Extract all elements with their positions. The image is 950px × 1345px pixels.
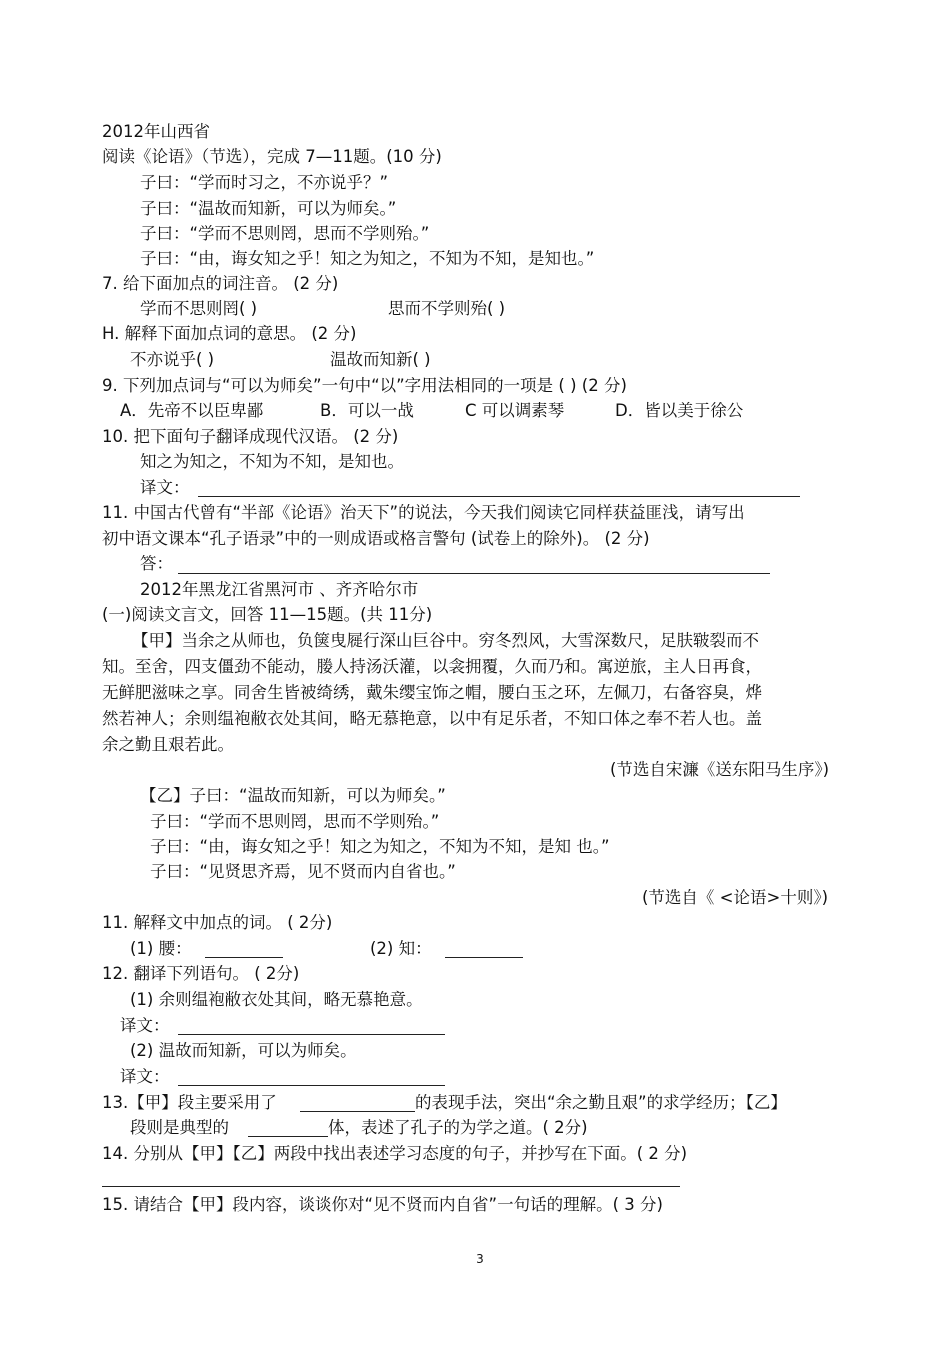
passage-source: (节选自宋濂《送东阳马生序》) — [610, 760, 830, 779]
answer-line[interactable] — [300, 1111, 415, 1112]
q7-item-a: 学而不思则罔( ) — [140, 299, 258, 318]
section-intro: (一)阅读文言文，回答 11—15题。(共 11分) — [102, 605, 433, 624]
passage-line: 子曰：“学而不思则罔，思而不学则殆。” — [150, 812, 440, 831]
q8-item-a: 不亦说乎( ) — [130, 350, 215, 369]
passage-line: 子曰：“见贤思齐焉，见不贤而内自省也。” — [150, 862, 456, 881]
answer-line[interactable] — [178, 1034, 445, 1035]
section-title: 2012年黑龙江省黑河市 、齐齐哈尔市 — [140, 580, 419, 599]
question-14: 14. 分别从【甲】【乙】两段中找出表述学习态度的句子，并抄写在下面。( 2 分) — [102, 1144, 688, 1163]
question-11-cont: 初中语文课本“孔子语录”中的一则成语或格言警句 (试卷上的除外)。 (2 分) — [102, 529, 650, 548]
answer-line[interactable] — [248, 1136, 328, 1137]
question-13-cont: 段则是典型的 — [130, 1118, 229, 1137]
answer-line[interactable] — [205, 957, 283, 958]
section-intro: 阅读《论语》（节选），完成 7—11题。(10 分) — [102, 147, 442, 166]
passage-source: (节选自《 <论语>十则》) — [642, 888, 829, 907]
question-11b: 11. 解释文中加点的词。 ( 2分) — [102, 913, 333, 932]
passage-line: 然若神人；余则缊袍敝衣处其间，略无慕艳意，以中有足乐者，不知口体之奉不若人也。盖 — [102, 709, 762, 728]
passage-line: 【甲】当余之从师也，负箧曳屣行深山巨谷中。穷冬烈风，大雪深数尺，足肤皲裂而不 — [132, 631, 759, 650]
passage-line: 知。至舍，四支僵劲不能动，媵人持汤沃灌，以衾拥覆，久而乃和。寓逆旅，主人日再食， — [102, 657, 762, 676]
q12-sentence-1: (1) 余则缊袍敝衣处其间，略无慕艳意。 — [130, 990, 423, 1009]
answer-line[interactable] — [178, 1085, 445, 1086]
answer-label: 译文： — [120, 1016, 170, 1035]
q9-option-a: A．先帝不以臣卑鄙 — [120, 401, 264, 420]
passage-line: 无鲜肥滋味之享。同舍生皆被绮绣，戴朱缨宝饰之帽，腰白玉之环，左佩刀，右备容臭，烨 — [102, 683, 762, 702]
question-10: 10. 把下面句子翻译成现代汉语。 (2 分) — [102, 427, 399, 446]
answer-line[interactable] — [178, 573, 770, 574]
passage-line: 【乙】子曰：“温故而知新，可以为师矣。” — [140, 786, 446, 805]
question-13-text: 的表现手法，突出“余之勤且艰”的求学经历；【乙】 — [415, 1093, 787, 1112]
q11b-item-a: (1) 腰： — [130, 939, 192, 958]
q12-sentence-2: (2) 温故而知新，可以为师矣。 — [130, 1041, 357, 1060]
question-12: 12. 翻译下列语句。 ( 2分) — [102, 964, 300, 983]
quote-line: 子曰：“由，诲女知之乎！知之为知之，不知为不知，是知也。” — [140, 249, 595, 268]
question-13-text: 体，表述了孔子的为学之道。( 2分) — [328, 1118, 588, 1137]
q7-item-b: 思而不学则殆( ) — [388, 299, 506, 318]
answer-label: 译文： — [120, 1067, 170, 1086]
page-number: 3 — [476, 1252, 484, 1266]
q9-option-c: C 可以调素琴 — [465, 401, 565, 420]
question-11: 11. 中国古代曾有“半部《论语》治天下”的说法，今天我们阅读它同样获益匪浅，请写出 — [102, 503, 745, 522]
answer-line[interactable] — [102, 1186, 680, 1187]
q9-option-d: D．皆以美于徐公 — [615, 401, 744, 420]
answer-line[interactable] — [445, 957, 523, 958]
question-8: H. 解释下面加点词的意思。 (2 分) — [102, 324, 357, 343]
answer-label: 译文： — [140, 478, 190, 497]
passage-line: 余之勤且艰若此。 — [102, 735, 234, 754]
question-13: 13.【甲】段主要采用了 — [102, 1093, 277, 1112]
q8-item-b: 温故而知新( ) — [330, 350, 431, 369]
q9-option-b: B．可以一战 — [320, 401, 414, 420]
answer-label: 答： — [140, 554, 173, 573]
passage-line: 子曰：“由，诲女知之乎！知之为知之，不知为不知，是知 也。” — [150, 837, 610, 856]
quote-line: 子曰：“学而时习之，不亦说乎？” — [140, 173, 389, 192]
question-7: 7. 给下面加点的词注音。 (2 分) — [102, 274, 339, 293]
section-title: 2012年山西省 — [102, 122, 210, 141]
q10-sentence: 知之为知之，不知为不知，是知也。 — [140, 452, 404, 471]
question-15: 15. 请结合【甲】段内容，谈谈你对“见不贤而内自省”一句话的理解。( 3 分) — [102, 1195, 663, 1214]
q11b-item-b: (2) 知： — [370, 939, 432, 958]
quote-line: 子曰：“学而不思则罔，思而不学则殆。” — [140, 224, 430, 243]
answer-line[interactable] — [198, 496, 800, 497]
quote-line: 子曰：“温故而知新，可以为师矣。” — [140, 199, 397, 218]
question-9: 9. 下列加点词与“可以为师矣”一句中“以”字用法相同的一项是 ( ) (2 分) — [102, 376, 627, 395]
